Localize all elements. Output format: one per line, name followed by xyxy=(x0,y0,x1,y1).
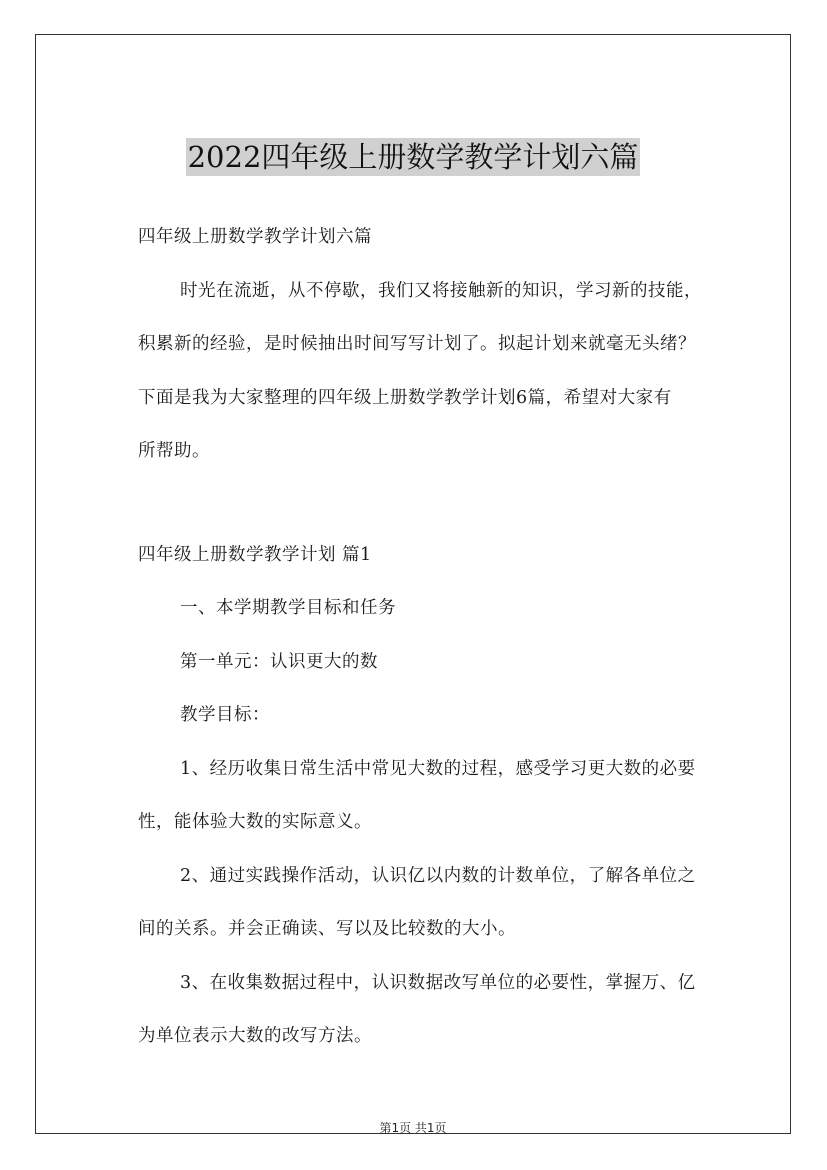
goal-line: 间的关系。并会正确读、写以及比较数的大小。 xyxy=(138,919,516,939)
document-page xyxy=(35,34,791,1134)
goal-line: 2、通过实践操作活动，认识亿以内数的计数单位，了解各单位之 xyxy=(180,865,696,886)
goal-line: 1、经历收集日常生活中常见大数的过程，感受学习更大数的必要 xyxy=(180,758,696,779)
page-footer: 第1页 共1页 xyxy=(379,1121,447,1135)
document-title: 2022四年级上册数学教学计划六篇 xyxy=(187,140,639,174)
intro-line: 所帮助。 xyxy=(138,441,210,461)
document-body xyxy=(138,211,768,1064)
goal-line: 为单位表示大数的改写方法。 xyxy=(138,1026,372,1046)
intro-line: 时光在流逝，从不停歇，我们又将接触新的知识，学习新的技能， xyxy=(180,280,702,301)
intro-line: 积累新的经验，是时候抽出时间写写计划了。拟起计划来就毫无头绪？ xyxy=(138,334,696,354)
goal-line: 性，能体验大数的实际意义。 xyxy=(138,812,372,832)
item-heading: 一、本学期教学目标和任务 xyxy=(180,598,396,618)
unit-heading: 第一单元：认识更大的数 xyxy=(180,651,378,672)
intro-line: 下面是我为大家整理的四年级上册数学教学计划6篇，希望对大家有 xyxy=(138,387,672,408)
goal-line: 3、在收集数据过程中，认识数据改写单位的必要性，掌握万、亿 xyxy=(180,972,696,993)
subtitle: 四年级上册数学教学计划六篇 xyxy=(138,227,372,247)
goal-label: 教学目标： xyxy=(180,705,270,725)
paragraph-gap xyxy=(138,479,768,529)
title-container xyxy=(36,138,790,176)
section-heading: 四年级上册数学教学计划 篇1 xyxy=(138,544,372,565)
